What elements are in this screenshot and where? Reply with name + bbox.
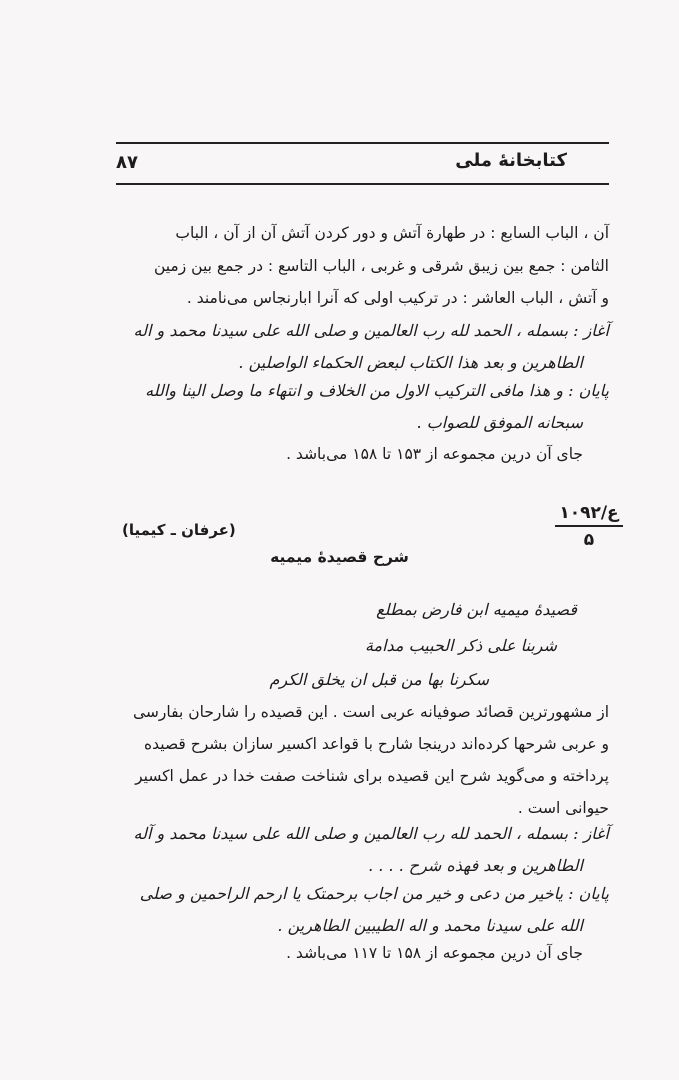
entry1-explicit: پایان : و هذا مافی الترکیب الاول من الخلاف و انتهاء ما وصل الینا والله	[145, 381, 609, 400]
entry2-explicit-cont: الله علی سیدنا محمد و اله الطیبین الطاهرین .	[277, 916, 583, 935]
entry2-incipit-cont: الطاهرین و بعد فهذه شرح . . . .	[368, 856, 583, 875]
shelfmark-divider	[555, 525, 623, 527]
entry2-desc-1: از مشهورترین قصائد صوفیانه عربی است . این قصیده را شارحان بفارسی	[133, 703, 609, 721]
entry2-desc-3: پرداخته و می‌گوید شرح این قصیده برای شناخت صفت خدا در عمل اکسیر	[135, 767, 609, 785]
entry1-incipit: آغاز : بسمله ، الحمد لله رب العالمین و صلی الله علی سیدنا محمد و اله	[133, 321, 609, 340]
entry2-location: جای آن درین مجموعه از ۱۵۸ تا ۱۱۷ می‌باشد .	[286, 944, 583, 962]
entry1-explicit-cont: سبحانه الموفق للصواب .	[416, 413, 583, 432]
entry-title: شرح قصیدهٔ میمیه	[270, 548, 409, 566]
subject-category: (عرفان ـ کیمیا)	[122, 521, 236, 539]
poem-verse-2: سکرنا بها من قبل ان یخلق الکرم	[269, 670, 489, 689]
shelfmark-volume: ۵	[583, 530, 595, 550]
shelfmark-number: ۱۰۹۲/ع	[559, 503, 619, 523]
header-rule-bottom	[116, 183, 609, 185]
entry1-line-2: الثامن : جمع بین زیبق شرقی و غربی ، الباب التاسع : در جمع بین زمین	[153, 257, 609, 275]
entry1-location: جای آن درین مجموعه از ۱۵۳ تا ۱۵۸ می‌باشد .	[286, 445, 583, 463]
entry1-line-1: آن ، الباب السابع : در طهارة آتش و دور کردن آتش آن از آن ، الباب	[175, 224, 609, 242]
entry1-incipit-cont: الطاهرین و بعد هذا الکتاب لبعض الحکماء الواصلین .	[238, 353, 583, 372]
entry2-incipit: آغاز : بسمله ، الحمد لله رب العالمین و صلی الله علی سیدنا محمد و آله	[133, 824, 609, 843]
entry2-desc-4: حیوانی است .	[517, 799, 609, 817]
entry2-explicit: پایان : یاخیر من دعی و خیر من اجاب برحمتک یا ارحم الراحمین و صلی	[139, 884, 609, 903]
header-rule-top	[116, 142, 609, 144]
poem-intro: قصیدهٔ میمیه ابن فارض بمطلع	[376, 600, 577, 619]
entry1-line-3: و آتش ، الباب العاشر : در ترکیب اولی که آنرا ابارنجاس می‌نامند .	[186, 289, 609, 307]
header-title: کتابخانهٔ ملی	[455, 150, 567, 171]
poem-verse-1: شربنا علی ذکر الحبیب مدامة	[364, 636, 557, 655]
shelfmark	[555, 503, 623, 550]
entry2-desc-2: و عربی شرحها کرده‌اند درینجا شارح با قواعد اکسیر سازان بشرح قصیده	[144, 735, 609, 753]
page-number: ۸۷	[116, 152, 138, 173]
